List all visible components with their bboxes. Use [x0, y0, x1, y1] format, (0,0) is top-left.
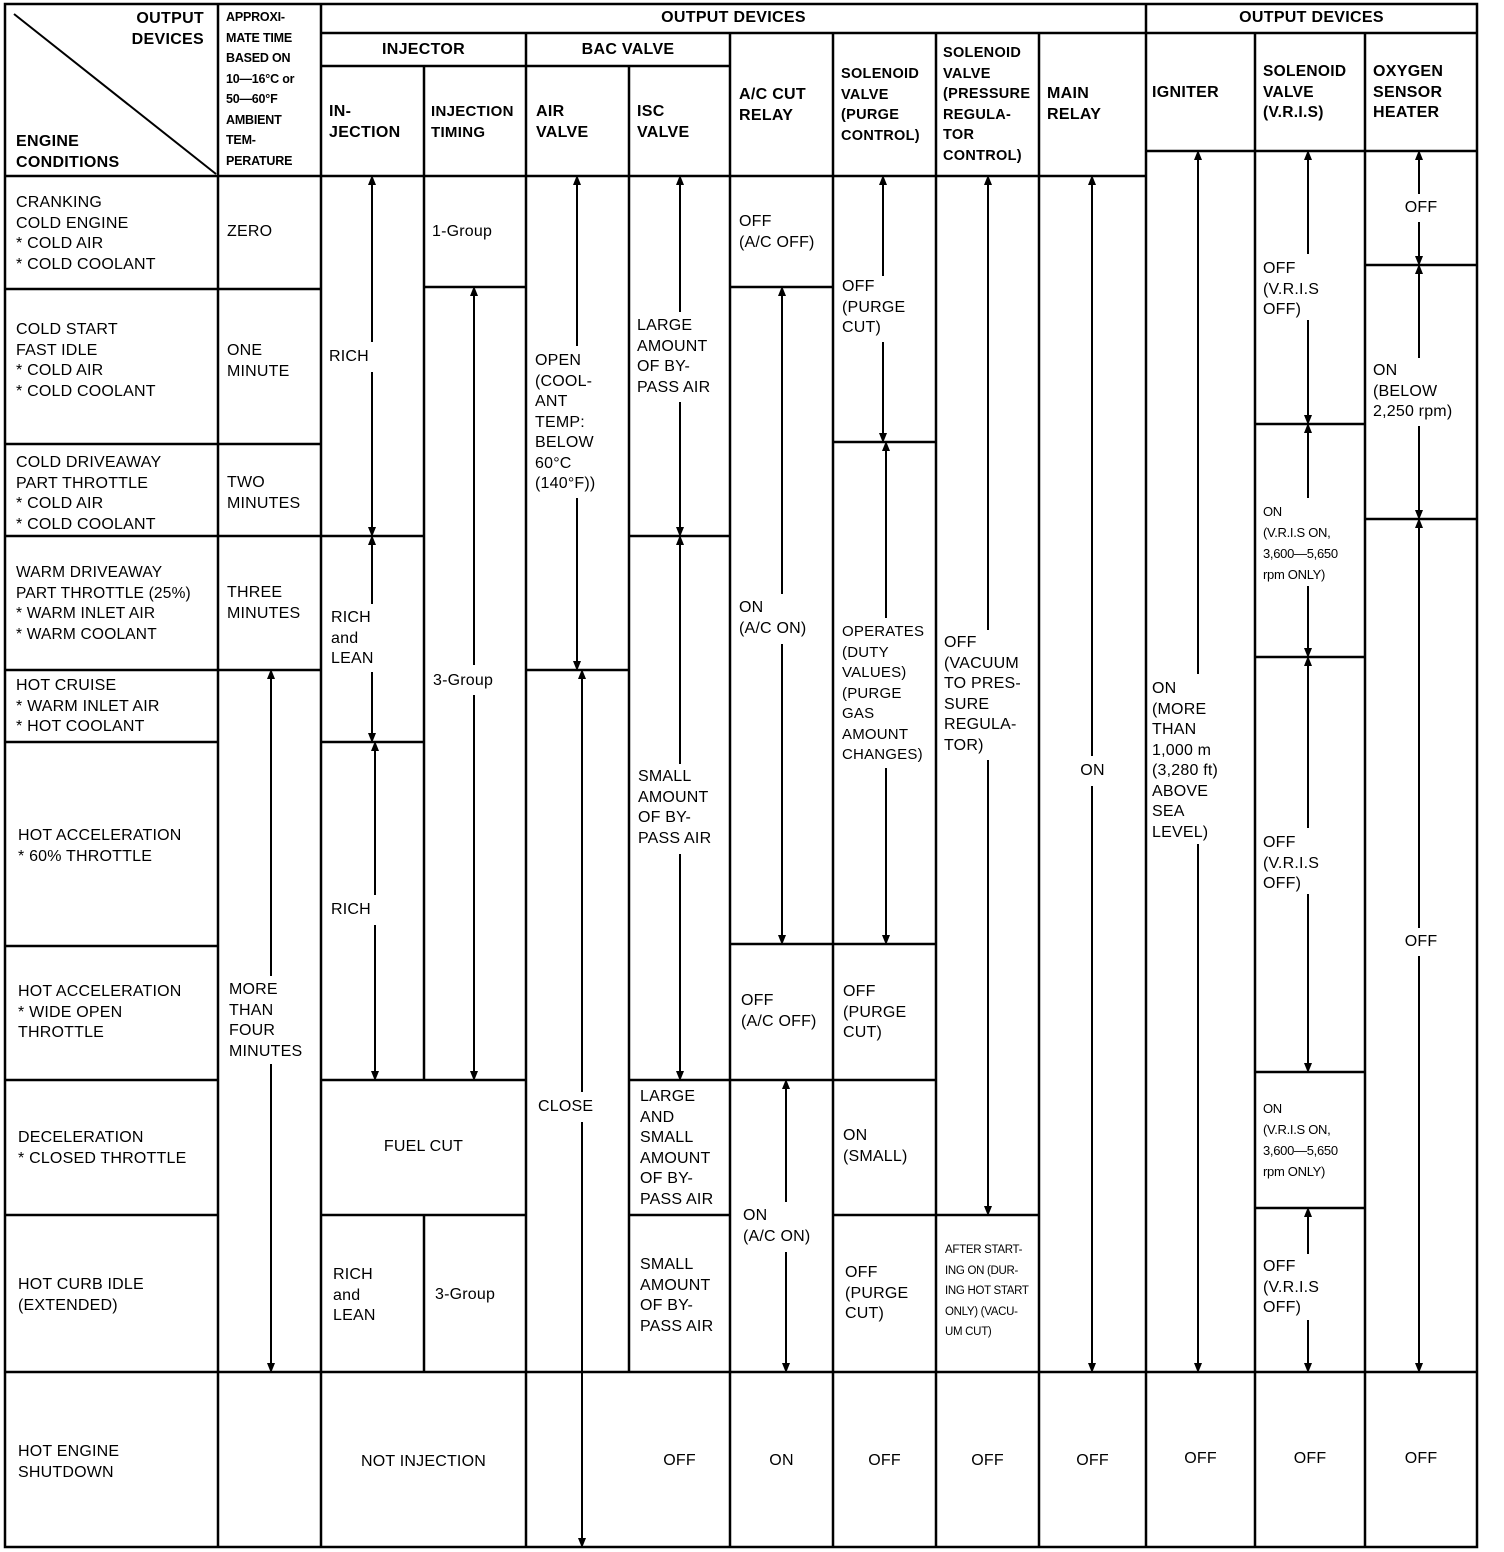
condition-hot-curb-idle: HOT CURB IDLE (EXTENDED) — [18, 1276, 144, 1314]
header-engine-conditions: ENGINE CONDITIONS — [16, 133, 120, 171]
igniter-on: ON (MORE THAN 1,000 m (3,280 ft) ABOVE SEA LEVEL) — [1152, 680, 1219, 841]
header-injection: IN- JECTION — [329, 103, 401, 141]
injection-rich-2: RICH — [331, 901, 371, 918]
air-valve-close: CLOSE — [538, 1098, 594, 1115]
pressure-off-vacuum: OFF (VACUUM TO PRES- SURE REGULA- TOR) — [944, 634, 1021, 754]
pressure-off: OFF — [971, 1452, 1004, 1469]
isc-small-amount-idle: SMALL AMOUNT OF BY- PASS AIR — [640, 1256, 714, 1335]
pressure-after-starting: AFTER START- ING ON (DUR- ING HOT START ONLY) (VACU- UM CUT) — [945, 1244, 1029, 1338]
main-relay-off: OFF — [1076, 1452, 1109, 1469]
purge-off: OFF — [868, 1452, 901, 1469]
vris-off-2: OFF (V.R.I.S OFF) — [1263, 834, 1320, 892]
vris-on-2: ON (V.R.I.S ON, 3,600—5,650 rpm ONLY) — [1263, 1101, 1338, 1179]
isc-large-amount: LARGE AMOUNT OF BY- PASS AIR — [637, 317, 711, 396]
header-injector: INJECTOR — [381, 41, 465, 58]
condition-hot-cruise: HOT CRUISE * WARM INLET AIR * HOT COOLANT — [16, 677, 160, 735]
condition-hot-shutdown: HOT ENGINE SHUTDOWN — [18, 1443, 120, 1481]
time-three-minutes: THREE MINUTES — [227, 584, 301, 622]
condition-warm-driveaway: WARM DRIVEAWAY PART THROTTLE (25%) * WARM INLET AIR * WARM COOLANT — [16, 564, 191, 643]
timing-3-group: 3-Group — [433, 672, 494, 689]
condition-cranking: CRANKING COLD ENGINE * COLD AIR * COLD COOLANT — [16, 194, 156, 273]
purge-operates: OPERATES (DUTY VALUES) (PURGE GAS AMOUNT CHANGES) — [842, 623, 925, 763]
oxygen-off-1: OFF — [1404, 199, 1438, 216]
ac-relay-on-1: ON (A/C ON) — [739, 599, 807, 637]
ac-relay-off-1: OFF (A/C OFF) — [739, 213, 815, 251]
injection-rich-and-lean: RICH and LEAN — [331, 609, 374, 667]
injection-rich-and-lean-idle: RICH and LEAN — [333, 1266, 376, 1324]
vris-off-shutdown: OFF — [1293, 1450, 1327, 1467]
header-isc-valve: ISC VALVE — [637, 103, 690, 141]
isc-small-amount: SMALL AMOUNT OF BY- PASS AIR — [638, 768, 712, 847]
vris-on-1: ON (V.R.I.S ON, 3,600—5,650 rpm ONLY) — [1263, 504, 1338, 582]
timing-3-group-idle: 3-Group — [435, 1286, 496, 1303]
oxygen-off-shutdown: OFF — [1404, 1450, 1438, 1467]
header-bac-valve: BAC VALVE — [581, 41, 675, 58]
vris-off-3: OFF (V.R.I.S OFF) — [1263, 1258, 1320, 1316]
air-valve-open: OPEN (COOL- ANT TEMP: BELOW 60°C (140°F)) — [535, 352, 596, 492]
purge-off-cut-2: OFF (PURGE CUT) — [843, 983, 907, 1041]
vris-off-1: OFF (V.R.I.S OFF) — [1263, 260, 1320, 318]
header-approx-time: APPROXI- MATE TIME BASED ON 10—16°C or 50—60°F AMBIENT TEM- PERATURE — [226, 10, 295, 168]
time-one-minute: ONE MINUTE — [227, 342, 290, 380]
purge-off-cut: OFF (PURGE CUT) — [842, 278, 906, 336]
header-solenoid-pressure: SOLENOID VALVE (PRESSURE REGULA- TOR CONTROL) — [943, 45, 1031, 164]
header-output-devices-diag: OUTPUT DEVICES — [131, 10, 204, 48]
condition-deceleration: DECELERATION * CLOSED THROTTLE — [18, 1129, 187, 1167]
purge-on-small: ON (SMALL) — [843, 1127, 908, 1165]
header-injection-timing: INJECTION TIMING — [431, 103, 514, 141]
condition-hot-acceleration-wot: HOT ACCELERATION * WIDE OPEN THROTTLE — [18, 983, 182, 1041]
condition-cold-start: COLD START FAST IDLE * COLD AIR * COLD COOLANT — [16, 321, 156, 400]
header-output-devices-1: OUTPUT DEVICES — [661, 9, 806, 26]
isc-large-and-small: LARGE AND SMALL AMOUNT OF BY- PASS AIR — [640, 1088, 714, 1208]
time-more-than-four: MORE THAN FOUR MINUTES — [229, 981, 303, 1060]
ac-relay-off-2: OFF (A/C OFF) — [741, 992, 817, 1030]
time-two-minutes: TWO MINUTES — [227, 474, 301, 512]
main-relay-on: ON — [1080, 762, 1105, 779]
condition-cold-driveaway: COLD DRIVEAWAY PART THROTTLE * COLD AIR * COLD COOLANT — [16, 454, 162, 533]
ac-relay-on-2: ON (A/C ON) — [743, 1207, 811, 1245]
header-igniter: IGNITER — [1152, 84, 1219, 101]
condition-hot-acceleration-60: HOT ACCELERATION * 60% THROTTLE — [18, 827, 182, 865]
isc-off: OFF — [663, 1452, 696, 1469]
injection-not-injection: NOT INJECTION — [361, 1453, 486, 1470]
igniter-off: OFF — [1184, 1450, 1217, 1467]
oxygen-off-2: OFF — [1404, 933, 1438, 950]
timing-1-group: 1-Group — [432, 223, 493, 240]
header-ac-cut-relay: A/C CUT RELAY — [739, 86, 806, 124]
header-solenoid-purge: SOLENOID VALVE (PURGE CONTROL) — [841, 66, 920, 144]
header-main-relay: MAIN RELAY — [1047, 85, 1102, 123]
injection-fuel-cut: FUEL CUT — [383, 1138, 464, 1155]
oxygen-on-below: ON (BELOW 2,250 rpm) — [1373, 362, 1453, 420]
ac-relay-on-shutdown: ON — [769, 1452, 794, 1469]
header-output-devices-2: OUTPUT DEVICES — [1239, 9, 1384, 26]
purge-off-cut-3: OFF (PURGE CUT) — [845, 1264, 909, 1322]
header-air-valve: AIR VALVE — [536, 103, 589, 141]
header-solenoid-vris: SOLENOID VALVE (V.R.I.S) — [1263, 63, 1347, 121]
time-zero: ZERO — [227, 223, 273, 240]
injection-rich: RICH — [329, 348, 369, 365]
header-oxygen-heater: OXYGEN SENSOR HEATER — [1373, 63, 1444, 121]
